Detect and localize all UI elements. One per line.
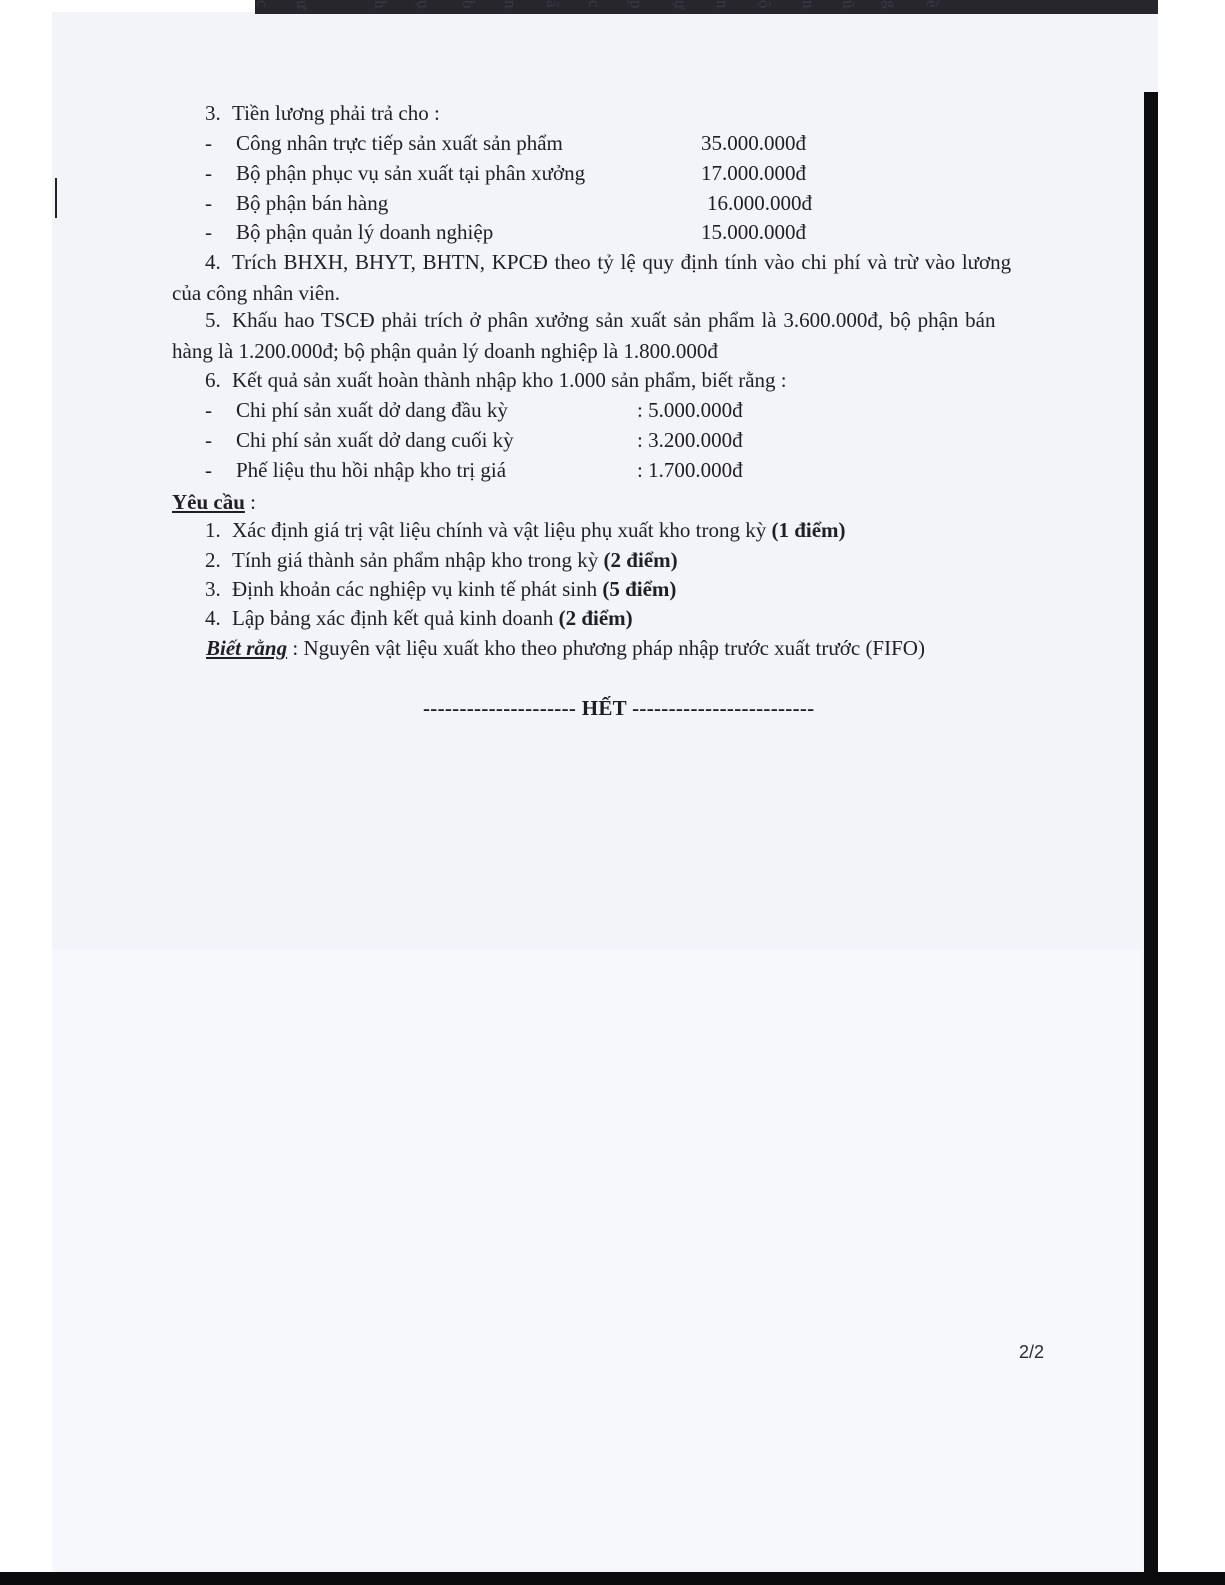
- item-number: 3.: [205, 577, 221, 601]
- requirement-item: [205, 517, 846, 543]
- bleed-glyph: h: [371, 0, 390, 9]
- salary-amount: 16.000.000đ: [707, 191, 812, 215]
- salary-label: Bộ phận bán hàng: [236, 191, 389, 215]
- bleed-glyph: p: [627, 0, 646, 9]
- bleed-glyph: b: [459, 0, 478, 9]
- production-label: Phế liệu thu hồi nhập kho trị giá: [236, 458, 507, 482]
- item-number: 3.: [205, 101, 221, 125]
- bleed-glyph: ư: [293, 0, 312, 10]
- requirements-heading: [172, 489, 256, 515]
- bullet-dash: -: [205, 131, 212, 155]
- production-amount: : 5.000.000đ: [637, 398, 743, 422]
- requirement-item: [205, 605, 633, 631]
- note-text: : Nguyên vật liệu xuất kho theo phương pháp nhập trước xuất trước (FIFO): [287, 636, 925, 660]
- salary-amount: 17.000.000đ: [701, 161, 806, 185]
- requirement-item: [205, 547, 678, 573]
- bullet-dash: -: [205, 458, 212, 482]
- item-number: 4.: [205, 250, 221, 274]
- bleed-glyph: ộ: [755, 0, 774, 9]
- item-number: 4.: [205, 606, 221, 630]
- bullet-dash: -: [205, 191, 212, 215]
- salary-amount: 15.000.000đ: [701, 220, 806, 244]
- depreciation-line-1: [205, 307, 996, 333]
- bleed-glyph: n: [713, 0, 732, 9]
- requirement-points: (1 điểm): [771, 518, 846, 542]
- bullet-dash: -: [205, 428, 212, 452]
- item-text: Tiền lương phải trả cho :: [232, 101, 440, 125]
- production-heading: [205, 367, 787, 393]
- bleed-glyph: c: [253, 0, 272, 8]
- insurance-line-1: [205, 249, 1011, 275]
- bleed-glyph: g: [881, 0, 900, 9]
- depreciation-line-2: hàng là 1.200.000đ; bộ phận quản lý doanh nghiệp là 1.800.000đ: [172, 339, 718, 363]
- salary-label: Bộ phận phục vụ sản xuất tại phân xưởng: [236, 161, 586, 185]
- requirement-points: (2 điểm): [558, 606, 633, 630]
- bleed-glyph: ề: [923, 0, 942, 8]
- bullet-dash: -: [205, 161, 212, 185]
- production-label: Chi phí sản xuất dở dang cuối kỳ: [236, 428, 514, 452]
- bleed-glyph: c: [585, 0, 604, 8]
- bullet-dash: -: [205, 398, 212, 422]
- salary-label: Công nhân trực tiếp sản xuất sản phẩm: [236, 131, 563, 155]
- scanner-margin-right: [1158, 0, 1225, 100]
- item-number: 6.: [205, 368, 221, 392]
- scanner-edge-top: [255, 0, 1158, 14]
- item-number: 1.: [205, 518, 221, 542]
- requirement-text: Xác định giá trị vật liệu chính và vật liệu phụ xuất kho trong kỳ: [232, 518, 772, 542]
- production-amount: : 3.200.000đ: [637, 428, 743, 452]
- production-label: Chi phí sản xuất dở dang đầu kỳ: [236, 398, 508, 422]
- bullet-dash: -: [205, 220, 212, 244]
- note-label: Biết rằng: [206, 636, 288, 660]
- scanner-edge-right: [1144, 92, 1158, 1585]
- item-text: Kết quả sản xuất hoàn thành nhập kho 1.000 sản phẩm, biết rằng :: [232, 368, 787, 392]
- production-amount: : 1.700.000đ: [637, 458, 743, 482]
- heading-colon: :: [244, 490, 257, 514]
- margin-mark: [55, 178, 57, 218]
- bleed-glyph: ụ: [414, 0, 433, 9]
- requirements-title: Yêu cầu: [172, 490, 245, 514]
- requirement-points: (5 điểm): [602, 577, 677, 601]
- requirement-text: Lập bảng xác định kết quả kinh doanh: [232, 606, 559, 630]
- note-line: [206, 635, 925, 661]
- bleed-glyph: n: [799, 0, 818, 9]
- bleed-glyph: n: [501, 0, 520, 9]
- item-number: 5.: [205, 308, 221, 332]
- bleed-glyph: ự: [671, 0, 690, 10]
- insurance-line-2: của công nhân viên.: [172, 281, 340, 305]
- paper-sheet-lower: [52, 950, 1142, 1570]
- bleed-glyph: ũ: [839, 0, 858, 9]
- end-marker: --------------------- HẾT -------------------------: [423, 696, 815, 720]
- item-number: 2.: [205, 548, 221, 572]
- salary-label: Bộ phận quản lý doanh nghiệp: [236, 220, 494, 244]
- scanner-edge-bottom: [0, 1572, 1225, 1585]
- item-text: Khấu hao TSCĐ phải trích ở phân xưởng sản xuất sản phẩm là 3.600.000đ, bộ phận bán: [232, 308, 996, 332]
- requirement-points: (2 điểm): [603, 548, 678, 572]
- requirement-item: [205, 576, 676, 602]
- requirement-text: Định khoản các nghiệp vụ kinh tế phát sinh: [232, 577, 603, 601]
- salary-amount: 35.000.000đ: [701, 131, 806, 155]
- salary-heading: [205, 100, 440, 126]
- bleed-glyph: ẩ: [543, 0, 562, 8]
- page-number: 2/2: [1019, 1342, 1045, 1362]
- requirement-text: Tính giá thành sản phẩm nhập kho trong kỳ: [232, 548, 604, 572]
- item-text: Trích BHXH, BHYT, BHTN, KPCĐ theo tỷ lệ quy định tính vào chi phí và trừ vào lương: [232, 250, 1012, 274]
